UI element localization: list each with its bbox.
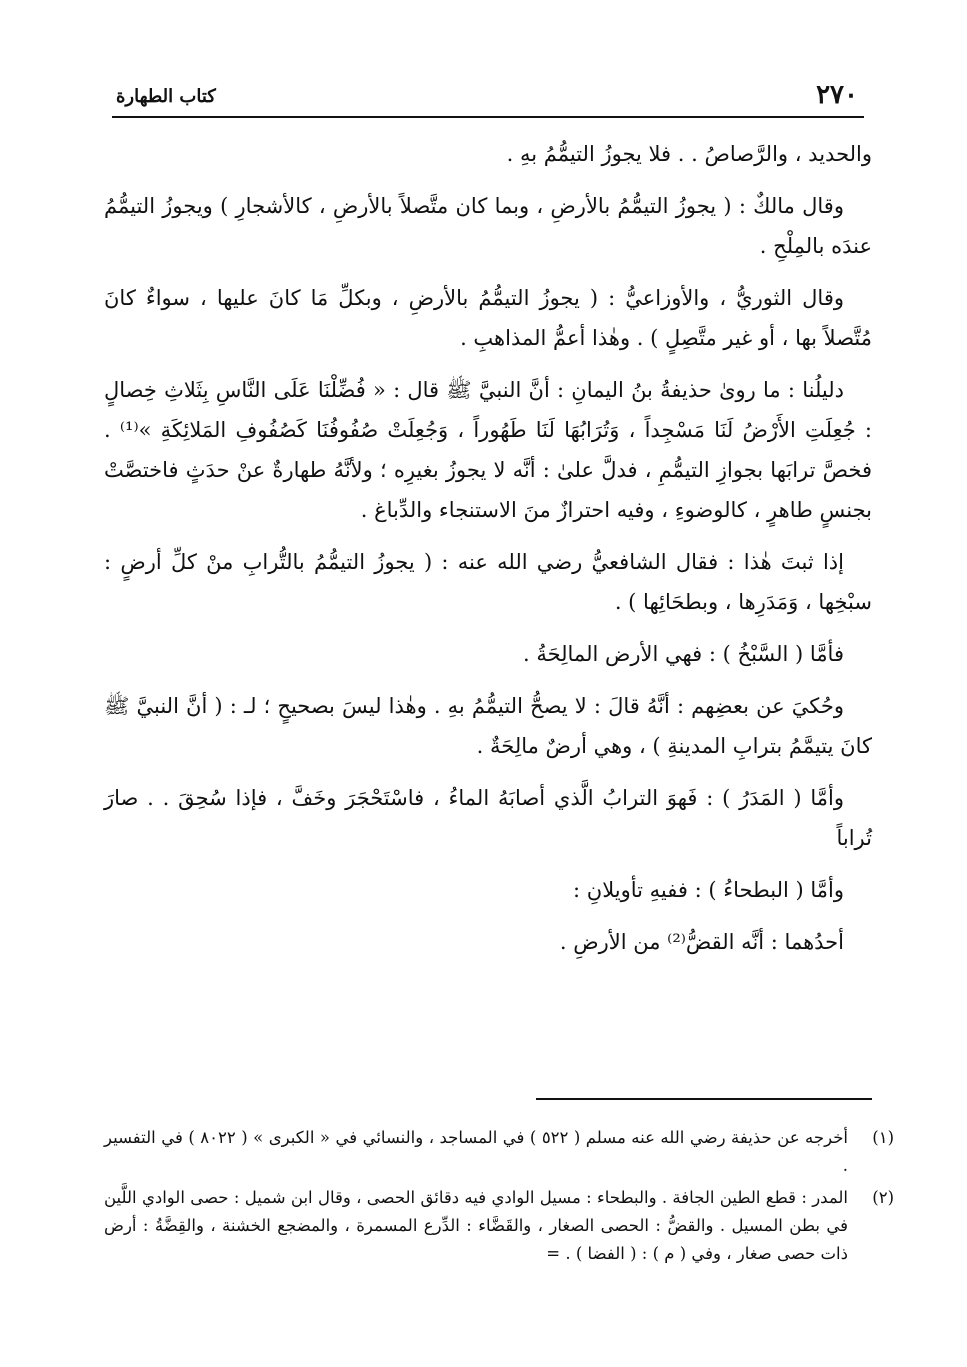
- book-title: كتاب الطهارة: [116, 86, 216, 107]
- paragraph: وأمَّا ( المَدَرُ ) : فَهوَ الترابُ الَّذي أصابَهُ الماءُ ، فاسْتَحْجَرَ وخَفَّ ، فإذا سُحِقَ . . صارَ تُراباً: [104, 786, 872, 850]
- main-text: [104, 134, 872, 974]
- paragraph: فأمَّا ( السَّبْخُ ) : فهي الأرض المالِحَةُ .: [522, 642, 844, 666]
- paragraph: وأمَّا ( البطحاءُ ) : ففيهِ تأويلانِ :: [573, 878, 844, 902]
- paragraph: وقال مالكٌ : ( يجوزُ التيمُّمُ بالأرضِ ، وبما كان متَّصلاً بالأرضِ ، كالأشجارِ ) ويجوزُ التيمُّمُ عندَه بالمِلْحِ .: [104, 194, 872, 258]
- footnote-text: المدر : قطع الطين الجافة . والبطحاء : مسيل الوادي فيه دقائق الحصى ، وقال ابن شميل : حصى الوادي اللَّين في بطن المسيل . والقضُّ : الحصى الصغار ، والقَضَّاء : الدِّرع المسمرة ، والمضجع الخشنة ، والقِضَّةُ : أرض ذات حصى صغار ، وفي ( م ) : ( الفضا ) . =: [104, 1188, 848, 1263]
- footnotes: [104, 1124, 894, 1272]
- paragraph: وحُكيَ عن بعضِهم : أنَّهُ قالَ : لا يصحُّ التيمُّمُ بهِ . وهٰذا ليسَ بصحيحٍ ؛ لـ : ( أنَّ النبيَّ ﷺ كانَ يتيمَّمُ بترابِ المدينةِ ) ، وهي أرضٌ مالِحَةٌ .: [104, 694, 872, 758]
- paragraph: إذا ثبتَ هٰذا : فقال الشافعيُّ رضي الله عنه : ( يجوزُ التيمُّمُ بالتُّرابِ منْ كلِّ أرضٍ : سبْخِها ، وَمَدَرِها ، وبطحَائِها ) .: [104, 550, 872, 614]
- paragraph: والحديد ، والرَّصاصُ . . فلا يجوزُ التيمُّمُ بهِ .: [506, 142, 872, 166]
- footnote-number: (١): [872, 1128, 894, 1147]
- footnote-number: (٢): [872, 1188, 894, 1207]
- paragraph: أحدُهما : أنَّه القضُّ⁽²⁾ من الأرضِ .: [559, 930, 844, 954]
- page-number: ٢٧٠: [816, 80, 858, 110]
- footnote: [104, 1184, 894, 1268]
- paragraph: وقال الثوريُّ ، والأوزاعيُّ : ( يجوزُ التيمُّمُ بالأرضِ ، وبكلِّ مَا كانَ عليها ، سواءٌ كانَ مُتَّصلاً بها ، أو غير متَّصِلٍ ) . وهٰذا أعمُّ المذاهبِ .: [104, 286, 872, 350]
- footnote-separator: [536, 1098, 872, 1100]
- footnote-text: أخرجه عن حذيفة رضي الله عنه مسلم ( ٥٢٢ ) في المساجد ، والنسائي في « الكبرى » ( ٨٠٢٢ ) في التفسير .: [104, 1128, 848, 1175]
- page-header: [112, 82, 864, 118]
- footnote: [104, 1124, 894, 1180]
- paragraph: دليلُنا : ما روىٰ حذيفةُ بنُ اليمانِ : أنَّ النبيَّ ﷺ قال : « فُضِّلْنَا عَلَى النَّاسِ بِثَلاثِ خِصالٍ : جُعِلَتِ الأَرْضُ لَنَا مَسْجِداً ، وَتُرَابُهَا لَنَا طَهُوراً ، وَجُعِلَتْ صُفُوفُنَا كَصُفُوفِ المَلائِكَةِ »⁽¹⁾ . فخصَّ ترابَها بجوازِ التيمُّمِ ، فدلَّ علىٰ : أنَّه لا يجوزُ بغيرِه ؛ ولأنَّهُ طهارةٌ عنْ حدَثٍ فاختصَّتْ بجنسٍ طاهرٍ ، كالوضوءِ ، وفيه احترازٌ منَ الاستنجاء والدِّباغ .: [104, 378, 872, 522]
